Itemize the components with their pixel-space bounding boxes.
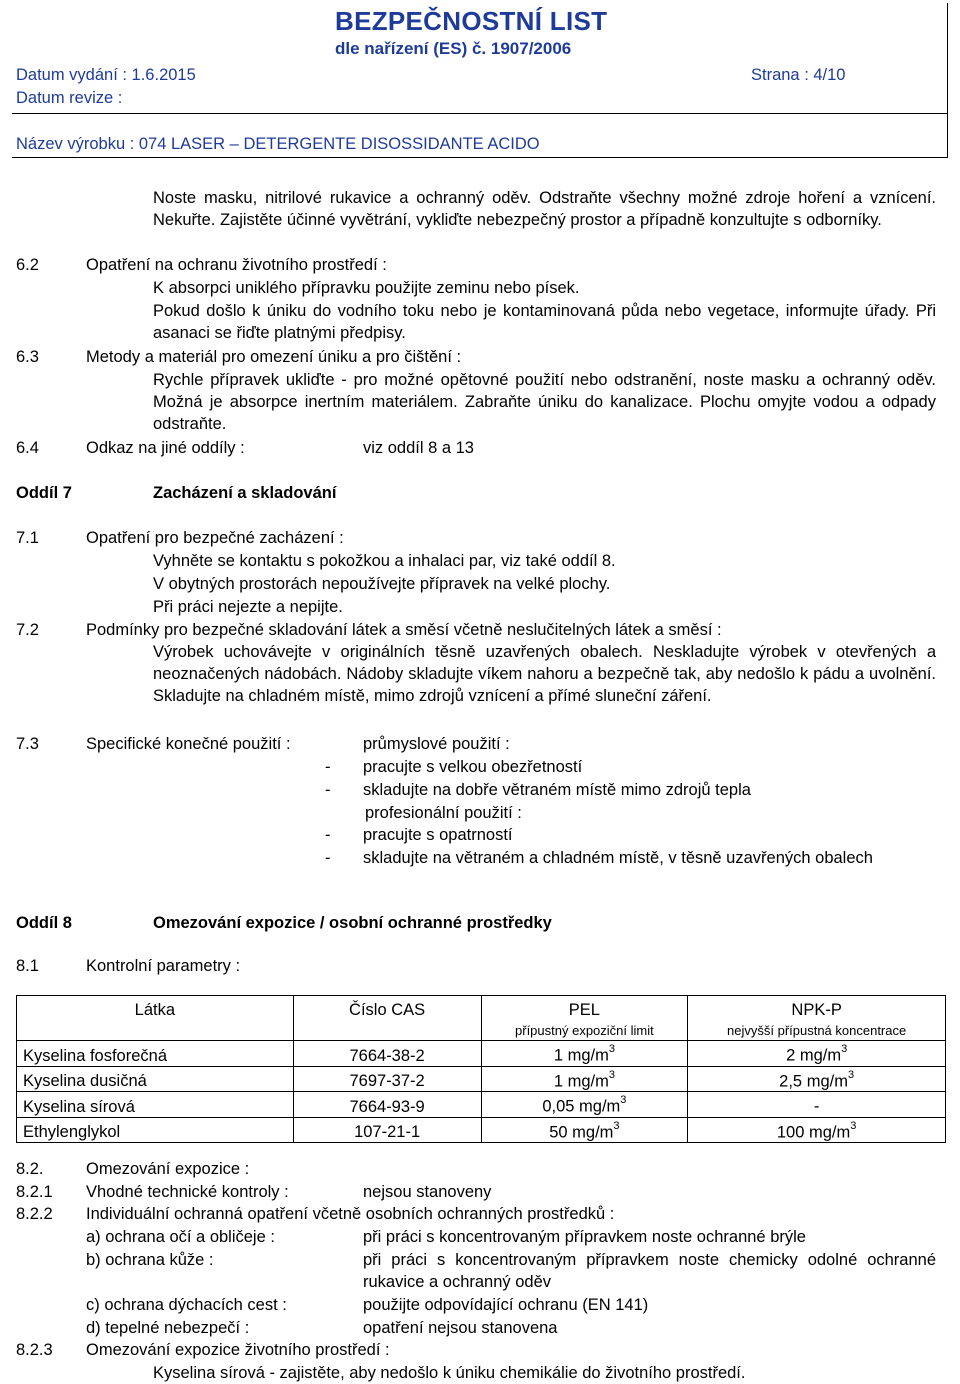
pel-cell: 1 $mg/m^3$	[481, 1066, 688, 1092]
column-header-label: PEL	[568, 1001, 600, 1019]
industrial-use-item: skladujte na dobře větraném místě mimo zdrojů tepla	[363, 781, 751, 799]
section-7-1-title: Opatření pro bezpečné zacházení :	[86, 529, 344, 547]
section-8-2-1-title: Vhodné technické kontroly :	[86, 1183, 289, 1201]
table-row	[17, 1041, 946, 1067]
respiratory-protection-value: použijte odpovídající ochranu (EN 141)	[363, 1296, 649, 1314]
column-subheader: přípustný expoziční limit	[515, 1023, 654, 1038]
section-6-4-number: 6.4	[16, 439, 39, 457]
thermal-hazard-label: d) tepelné nebezpečí :	[86, 1319, 250, 1337]
issue-date: Datum vydání : 1.6.2015	[16, 66, 196, 84]
substance-cell: Kyselina dusičná	[17, 1066, 294, 1092]
section-7-1-line: V obytných prostorách nepoužívejte přípravek na velké plochy.	[153, 575, 611, 593]
section-6-3-text: Rychle přípravek ukliďte - pro možné opětovné použití nebo odstranění, noste masku a ochranný oděv. Možná je absorpce inertním materiálem. Zabraňte úniku do kanalizace. Plochu omyjte vodou a odpady odstraňte.	[153, 371, 936, 433]
thermal-hazard-value: opatření nejsou stanovena	[363, 1319, 558, 1337]
eye-protection-label: a) ochrana očí a obličeje :	[86, 1228, 275, 1246]
section-8-2-1-number: 8.2.1	[16, 1183, 53, 1201]
section-8-2-3-number: 8.2.3	[16, 1341, 53, 1359]
table-header-row	[17, 996, 946, 1041]
column-header	[688, 996, 946, 1041]
section-7-3-number: 7.3	[16, 735, 39, 753]
professional-use-item: pracujte s opatrností	[363, 826, 513, 844]
npk-cell: 100 $mg/m^3$	[688, 1117, 946, 1143]
header-border-right	[947, 3, 948, 157]
exposure-limits-table	[16, 995, 946, 1143]
cas-cell: 107-21-1	[293, 1117, 481, 1143]
table-row	[17, 1092, 946, 1118]
table-row	[17, 1066, 946, 1092]
section-7-2-title: Podmínky pro bezpečné skladování látek a směsí včetně neslučitelných látek a směsí :	[86, 621, 722, 639]
section-6-2-line1: K absorpci uniklého přípravku použijte zeminu nebo písek.	[153, 279, 580, 297]
npk-cell: -	[688, 1092, 946, 1118]
pel-cell: 1 $mg/m^3$	[481, 1041, 688, 1067]
section-7-3-title: Specifické konečné použití :	[86, 735, 291, 753]
section-6-2-number: 6.2	[16, 256, 39, 274]
section-8-label: Oddíl 8	[16, 914, 72, 932]
skin-protection-value: při práci s koncentrovaným přípravkem noste chemicky odolné ochranné rukavice a ochranný oděv	[363, 1251, 936, 1291]
professional-use-label: profesionální použití :	[365, 804, 522, 822]
section-8-2-2-number: 8.2.2	[16, 1205, 53, 1223]
substance-cell: Kyselina sírová	[17, 1092, 294, 1118]
professional-use-item: skladujte na větraném a chladném místě, v těsně uzavřených obalech	[363, 849, 873, 867]
revision-date: Datum revize :	[16, 89, 123, 107]
product-name: Název výrobku : 074 LASER – DETERGENTE DISOSSIDANTE ACIDO	[16, 135, 540, 153]
substance-cell: Ethylenglykol	[17, 1117, 294, 1143]
section-8-2-3-title: Omezování expozice životního prostředí :	[86, 1341, 390, 1359]
list-dash: -	[325, 758, 331, 776]
section-7-1-line: Při práci nejezte a nepijte.	[153, 598, 343, 616]
section-8-2-title: Omezování expozice :	[86, 1160, 250, 1178]
section-6-intro: Noste masku, nitrilové rukavice a ochranný oděv. Odstraňte všechny možné zdroje hoření a vznícení. Nekuřte. Zajistěte účinné vyvětrání, vykliďte nebezpečný prostor a případně konzultujte s odborníky.	[153, 189, 936, 229]
eye-protection-value: při práci s koncentrovaným přípravkem noste ochranné brýle	[363, 1228, 806, 1246]
section-6-3-number: 6.3	[16, 348, 39, 366]
section-6-4-title: Odkaz na jiné oddíly :	[86, 439, 245, 457]
column-header: Číslo CAS	[293, 996, 481, 1041]
section-8-2-2-title: Individuální ochranná opatření včetně osobních ochranných prostředků :	[86, 1205, 615, 1223]
section-7-title: Zacházení a skladování	[153, 484, 337, 502]
cas-cell: 7697-37-2	[293, 1066, 481, 1092]
section-6-4-value: viz oddíl 8 a 13	[363, 439, 474, 457]
section-8-2-number: 8.2.	[16, 1160, 44, 1178]
section-8-1-number: 8.1	[16, 957, 39, 975]
section-7-label: Oddíl 7	[16, 484, 72, 502]
table-row	[17, 1117, 946, 1143]
page-number: Strana : 4/10	[751, 66, 846, 84]
column-header-label: NPK-P	[791, 1001, 842, 1019]
cas-cell: 7664-38-2	[293, 1041, 481, 1067]
section-6-3-title: Metody a materiál pro omezení úniku a pro čištění :	[86, 348, 462, 366]
list-dash: -	[325, 849, 331, 867]
section-6-2-line2: Pokud došlo k úniku do vodního toku nebo je kontaminovaná půda nebo vegetace, informujte úřady. Při asanaci se řiďte platnými předpisy.	[153, 302, 936, 342]
column-subheader: nejvyšší přípustná koncentrace	[727, 1023, 907, 1038]
industrial-use-label: průmyslové použití :	[363, 735, 510, 753]
pel-cell: 50 $mg/m^3$	[481, 1117, 688, 1143]
section-8-1-title: Kontrolní parametry :	[86, 957, 241, 975]
list-dash: -	[325, 826, 331, 844]
section-8-2-3-value: Kyselina sírová - zajistěte, aby nedošlo k úniku chemikálie do životního prostředí.	[153, 1364, 746, 1382]
npk-cell: 2,5 $mg/m^3$	[688, 1066, 946, 1092]
section-7-2-text: Výrobek uchovávejte v originálních těsně uzavřených obalech. Neskladujte výrobek v otevřených a neoznačených nádobách. Nádoby skladujte víkem nahoru a bezpečně tak, aby nedošlo k pádu a uvolnění. Skladujte na chladném místě, mimo zdrojů vznícení a přímé sluneční záření.	[153, 643, 936, 705]
header-divider	[12, 113, 948, 114]
column-header: Látka	[17, 996, 294, 1041]
section-7-1-line: Vyhněte se kontaktu s pokožkou a inhalaci par, viz také oddíl 8.	[153, 552, 616, 570]
respiratory-protection-label: c) ochrana dýchacích cest :	[86, 1296, 287, 1314]
column-header	[481, 996, 688, 1041]
section-8-title: Omezování expozice / osobní ochranné prostředky	[153, 914, 552, 932]
npk-cell: 2 $mg/m^3$	[688, 1041, 946, 1067]
pel-cell: 0,05 $mg/m^3$	[481, 1092, 688, 1118]
substance-cell: Kyselina fosforečná	[17, 1041, 294, 1067]
section-6-2-title: Opatření na ochranu životního prostředí :	[86, 256, 387, 274]
document-subtitle: dle nařízení (ES) č. 1907/2006	[335, 39, 572, 58]
header-bottom-border	[12, 157, 948, 158]
document-title: BEZPEČNOSTNÍ LIST	[335, 6, 608, 36]
skin-protection-label: b) ochrana kůže :	[86, 1251, 214, 1269]
cas-cell: 7664-93-9	[293, 1092, 481, 1118]
industrial-use-item: pracujte s velkou obezřetností	[363, 758, 583, 776]
section-7-1-number: 7.1	[16, 529, 39, 547]
section-7-2-number: 7.2	[16, 621, 39, 639]
section-8-2-1-value: nejsou stanoveny	[363, 1183, 492, 1201]
list-dash: -	[325, 781, 331, 799]
